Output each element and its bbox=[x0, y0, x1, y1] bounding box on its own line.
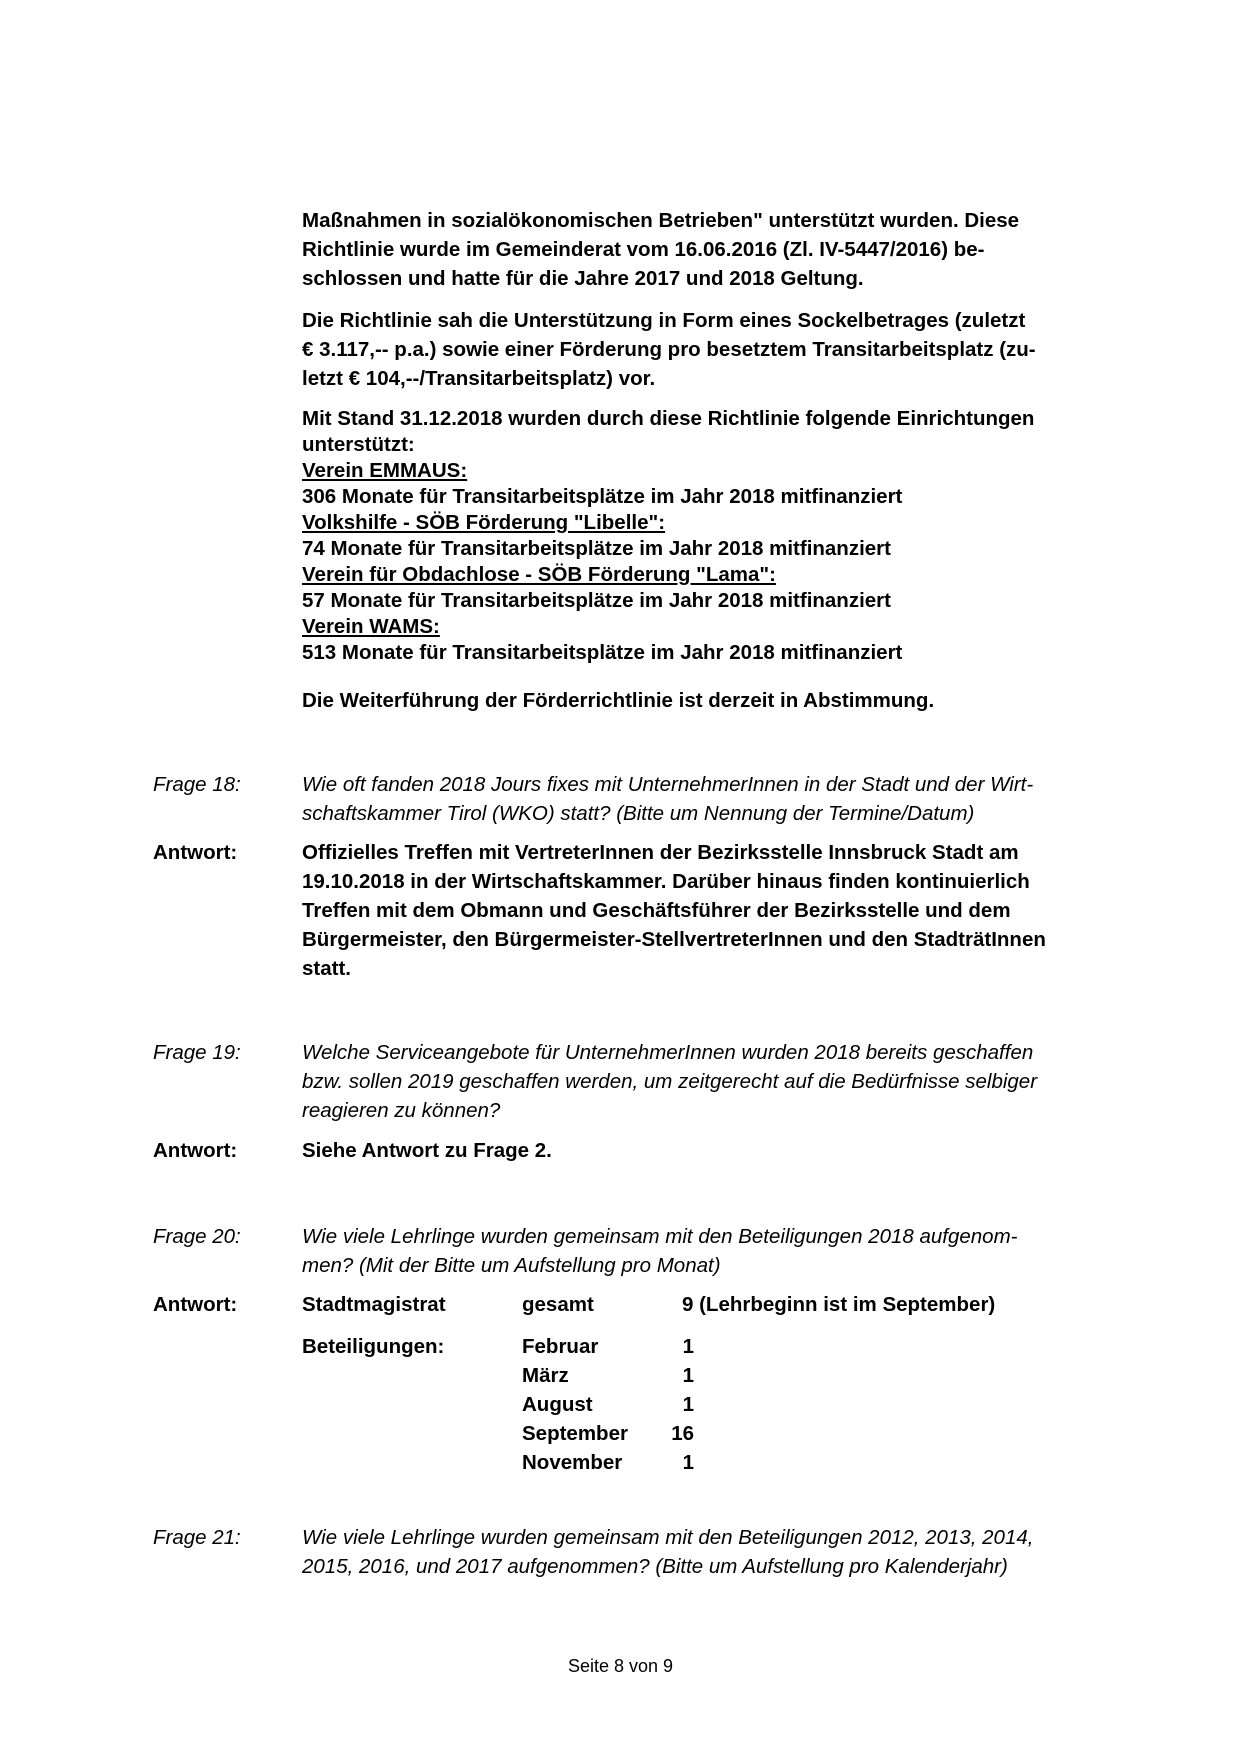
month-count: 1 bbox=[682, 1335, 694, 1358]
text-line: Bürgermeister, den Bürgermeister-StellvertreterInnen und den StadträtInnen bbox=[302, 928, 1046, 951]
text-line: Offizielles Treffen mit VertreterInnen der Bezirksstelle Innsbruck Stadt am bbox=[302, 841, 1019, 864]
beteiligungen-label: Beteiligungen: bbox=[302, 1335, 445, 1358]
intro-paragraph-4 bbox=[302, 686, 1138, 715]
month-count: 16 bbox=[671, 1422, 694, 1445]
text-line: letzt € 104,--/Transitarbeitsplatz) vor. bbox=[302, 367, 656, 390]
text-line: Die Richtlinie sah die Unterstützung in Form eines Sockelbetrages (zuletzt bbox=[302, 309, 1026, 332]
text-line: schaftskammer Tirol (WKO) statt? (Bitte um Nennung der Termine/Datum) bbox=[302, 802, 975, 825]
text-line: Wie viele Lehrlinge wurden gemeinsam mit den Beteiligungen 2012, 2013, 2014, bbox=[302, 1526, 1034, 1549]
intro-paragraph-2 bbox=[302, 306, 1138, 393]
text-line: Mit Stand 31.12.2018 wurden durch diese Richtlinie folgende Einrichtungen bbox=[302, 407, 1035, 430]
org-detail: 74 Monate für Transitarbeitsplätze im Jahr 2018 mitfinanziert bbox=[302, 537, 891, 560]
month-count: 1 bbox=[682, 1364, 694, 1387]
intro-paragraph-1 bbox=[302, 206, 1138, 293]
org-name: Volkshilfe - SÖB Förderung "Libelle": bbox=[302, 511, 666, 534]
answer-19-label: Antwort: bbox=[153, 1139, 238, 1162]
stadtmagistrat-label: Stadtmagistrat bbox=[302, 1293, 446, 1316]
answer-18-text bbox=[302, 838, 1138, 983]
text-line: € 3.117,-- p.a.) sowie einer Förderung pro besetztem Transitarbeitsplatz (zu- bbox=[302, 338, 1036, 361]
text-line: bzw. sollen 2019 geschaffen werden, um zeitgerecht auf die Bedürfnisse selbiger bbox=[302, 1070, 1038, 1093]
page-number: Seite 8 von 9 bbox=[567, 1656, 674, 1676]
text-line: Maßnahmen in sozialökonomischen Betrieben" unterstützt wurden. Diese bbox=[302, 209, 1020, 232]
text-line: men? (Mit der Bitte um Aufstellung pro Monat) bbox=[302, 1254, 721, 1277]
org-detail: 513 Monate für Transitarbeitsplätze im Jahr 2018 mitfinanziert bbox=[302, 641, 903, 664]
question-19-label: Frage 19: bbox=[153, 1041, 241, 1064]
text-line: Treffen mit dem Obmann und Geschäftsführer der Bezirksstelle und dem bbox=[302, 899, 1011, 922]
month-label: September bbox=[522, 1422, 628, 1445]
text-line: 19.10.2018 in der Wirtschaftskammer. Darüber hinaus finden kontinuierlich bbox=[302, 870, 1030, 893]
text-line: statt. bbox=[302, 957, 351, 980]
month-label: Februar bbox=[522, 1335, 599, 1358]
text-line: Wie oft fanden 2018 Jours fixes mit UnternehmerInnen in der Stadt und der Wirt- bbox=[302, 773, 1034, 796]
question-18-text bbox=[302, 770, 1138, 828]
text-line: reagieren zu können? bbox=[302, 1099, 501, 1122]
stadtmagistrat-column: gesamt bbox=[522, 1293, 594, 1316]
text-line: 2015, 2016, und 2017 aufgenommen? (Bitte um Aufstellung pro Kalenderjahr) bbox=[302, 1555, 1008, 1578]
text-line: unterstützt: bbox=[302, 433, 415, 456]
question-21-label: Frage 21: bbox=[153, 1526, 241, 1549]
month-label: März bbox=[522, 1364, 569, 1387]
text-line: Welche Serviceangebote für UnternehmerInnen wurden 2018 bereits geschaffen bbox=[302, 1041, 1034, 1064]
text-line: Richtlinie wurde im Gemeinderat vom 16.06.2016 (Zl. IV-5447/2016) be- bbox=[302, 238, 985, 261]
question-18-label: Frage 18: bbox=[153, 773, 241, 796]
org-detail: 306 Monate für Transitarbeitsplätze im Jahr 2018 mitfinanziert bbox=[302, 485, 903, 508]
question-19-text bbox=[302, 1038, 1138, 1125]
stadtmagistrat-value: 9 (Lehrbeginn ist im September) bbox=[682, 1293, 996, 1316]
org-name: Verein WAMS: bbox=[302, 615, 440, 638]
answer-20-label: Antwort: bbox=[153, 1293, 238, 1316]
question-20-text bbox=[302, 1222, 1138, 1280]
question-21-text bbox=[302, 1523, 1138, 1581]
text-line: schlossen und hatte für die Jahre 2017 und 2018 Geltung. bbox=[302, 267, 864, 290]
text-line: Wie viele Lehrlinge wurden gemeinsam mit den Beteiligungen 2018 aufgenom- bbox=[302, 1225, 1018, 1248]
text-line: Siehe Antwort zu Frage 2. bbox=[302, 1139, 552, 1162]
answer-19-text bbox=[302, 1136, 1138, 1165]
answer-18-label: Antwort: bbox=[153, 841, 238, 864]
org-name: Verein EMMAUS: bbox=[302, 459, 468, 482]
question-20-label: Frage 20: bbox=[153, 1225, 241, 1248]
text-line: Die Weiterführung der Förderrichtlinie ist derzeit in Abstimmung. bbox=[302, 689, 935, 712]
month-count: 1 bbox=[682, 1393, 694, 1416]
intro-paragraph-3 bbox=[302, 406, 1138, 666]
month-label: August bbox=[522, 1393, 593, 1416]
month-label: November bbox=[522, 1451, 623, 1474]
month-count: 1 bbox=[682, 1451, 694, 1474]
org-detail: 57 Monate für Transitarbeitsplätze im Jahr 2018 mitfinanziert bbox=[302, 589, 891, 612]
org-name: Verein für Obdachlose - SÖB Förderung "Lama": bbox=[302, 563, 776, 586]
